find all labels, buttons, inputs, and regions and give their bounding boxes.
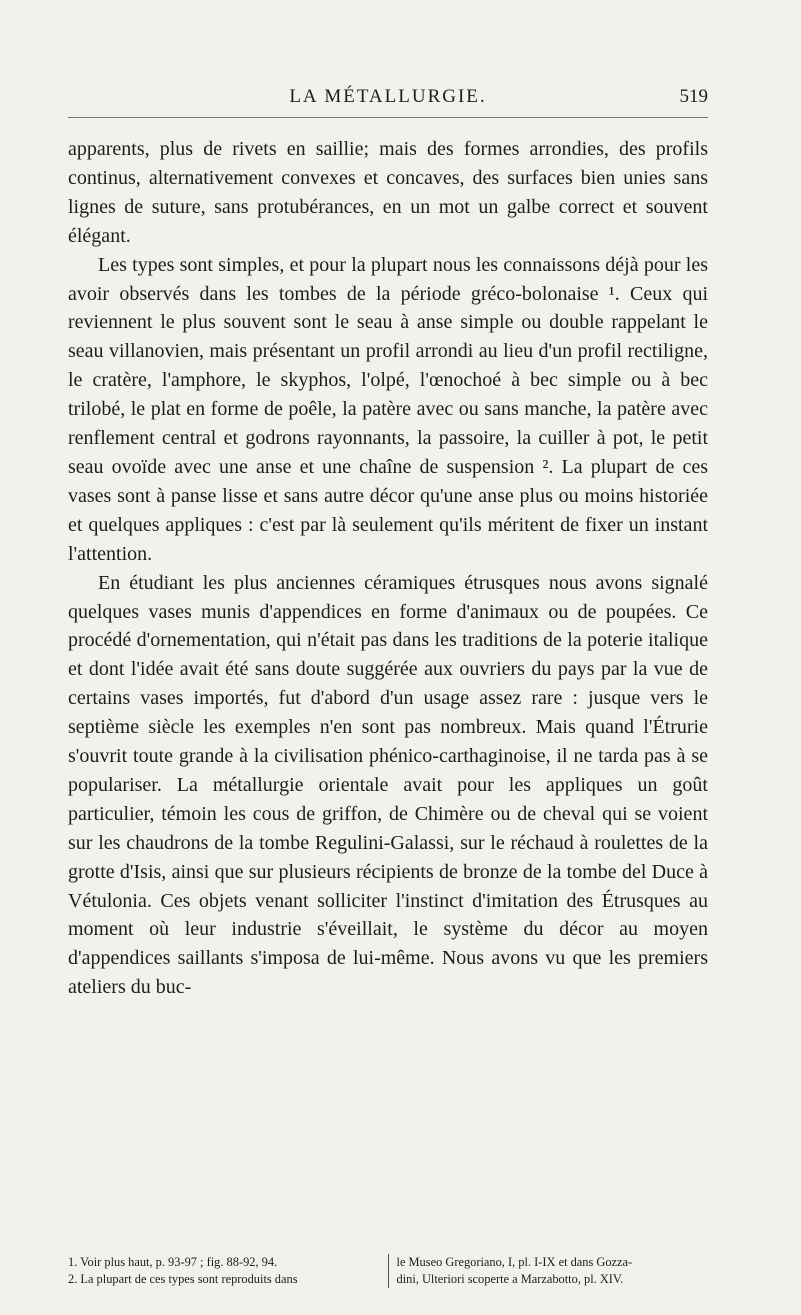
- running-title: LA MÉTALLURGIE.: [289, 86, 487, 107]
- footnotes-left-column: [68, 1254, 389, 1288]
- page-header: [68, 84, 708, 114]
- footnote-2: 2. La plupart de ces types sont reproduits dans: [68, 1272, 298, 1286]
- footnotes: [68, 1254, 708, 1288]
- header-rule: [68, 117, 708, 118]
- page-number: 519: [679, 86, 708, 107]
- paragraph-2: Les types sont simples, et pour la plupart nous les connaissons déjà pour les avoir observés dans les tombes de la période gréco-bolonaise ¹. Ceux qui reviennent le plus souvent sont le seau à anse simple ou double rappelant le seau villanovien, mais présentant un profil arrondi au lieu d'un profil rectiligne, le cratère, l'amphore, le skyphos, l'olpé, l'œnochoé à bec simple ou à bec trilobé, le plat en forme de poêle, la patère avec ou sans manche, la patère avec renflement central et godrons rayonnants, la passoire, la cuiller à pot, le petit seau ovoïde avec une anse et une chaîne de suspension ². La plupart de ces vases sont à panse lisse et sans autre décor qu'une anse plus ou moins historiée et quelques appliques : c'est par là seulement qu'ils méritent de fixer un instant l'attention.: [68, 253, 708, 565]
- paragraph-3: En étudiant les plus anciennes céramiques étrusques nous avons signalé quelques vases munis d'appendices en forme d'animaux ou de poupées. Ce procédé d'ornementation, qui n'était pas dans les traditions de la poterie italique et dont l'idée avait été sans doute suggérée aux ouvriers du pays par la vue de certains vases importés, fut d'abord d'un usage assez rare : jusque vers le septième siècle les exemples n'en sont pas nombreux. Mais quand l'Étrurie s'ouvrit toute grande à la civilisation phénico-carthaginoise, il ne tarda pas à se populariser. La métallurgie orientale avait pour les appliques un goût particulier, témoin les cous de griffon, de Chimère ou de cheval qui se voient sur les chaudrons de la tombe Regulini-Galassi, sur le réchaud à roulettes de la grotte d'Isis, ainsi que sur plusieurs récipients de bronze de la tombe del Duce à Vétulonia. Ces objets venant solliciter l'instinct d'imitation des Étrusques au moment où leur industrie s'éveillait, le système du décor au moyen d'appendices saillants s'imposa de lui-même. Nous avons vu que les premiers ateliers du buc-: [68, 571, 708, 999]
- body-text: [68, 135, 708, 1002]
- footnotes-right-column: [389, 1254, 709, 1288]
- footnote-2-continued-a: le Museo Gregoriano, I, pl. I-IX et dans Gozza-: [396, 1255, 633, 1269]
- paragraph-1: apparents, plus de rivets en saillie; mais des formes arrondies, des profils continus, alternativement convexes et concaves, des surfaces bien unies sans lignes de suture, sans protubérances, en un mot un galbe correct et souvent élégant.: [68, 138, 708, 247]
- footnote-1: 1. Voir plus haut, p. 93-97 ; fig. 88-92, 94.: [68, 1255, 278, 1269]
- footnote-2-continued-b: dini, Ulteriori scoperte a Marzabotto, pl. XIV.: [396, 1272, 624, 1286]
